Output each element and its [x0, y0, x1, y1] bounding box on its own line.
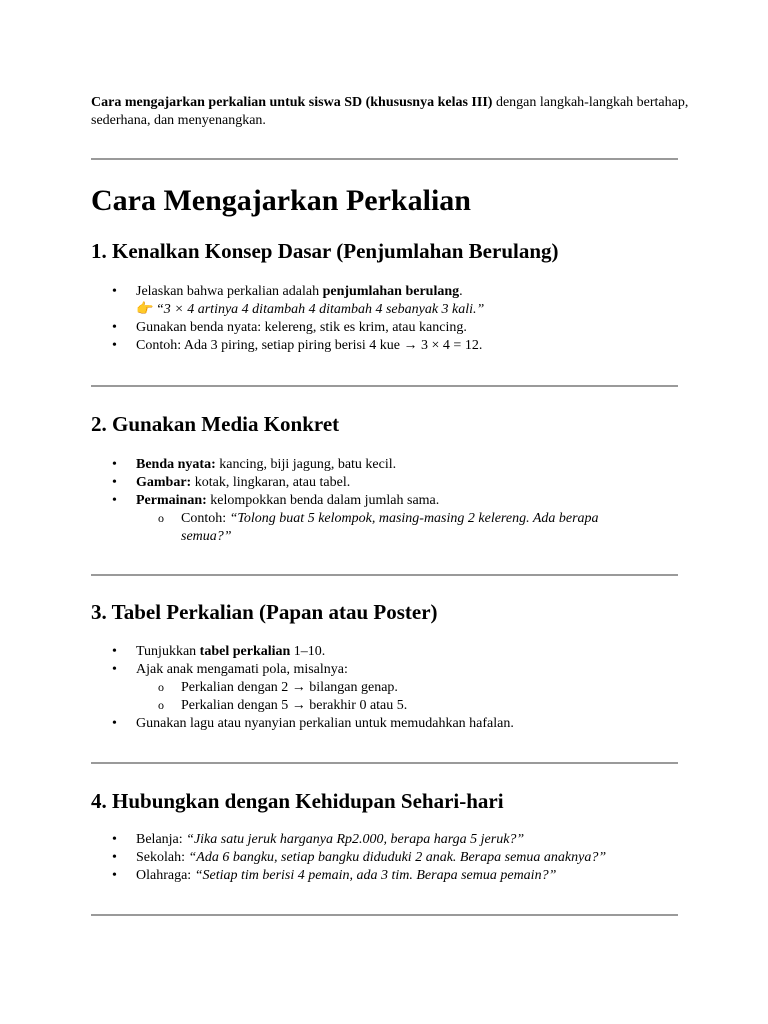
- example-quote: “3 × 4 artinya 4 ditambah 4 ditambah 4 sebanyak 3 kali.”: [156, 302, 485, 317]
- page-title: Cara Mengajarkan Perkalian: [91, 184, 471, 217]
- section-1-list: [91, 283, 678, 355]
- item-text: Ajak anak mengamati pola, misalnya:: [136, 662, 348, 677]
- item-bold: penjumlahan berulang: [322, 284, 460, 299]
- section-1-heading: 1. Kenalkan Konsep Dasar (Penjumlahan Berulang): [91, 239, 559, 263]
- item-text: Jelaskan bahwa perkalian adalah: [136, 284, 323, 299]
- divider: [91, 914, 678, 916]
- list-item: [91, 849, 678, 867]
- example-line: [136, 301, 678, 319]
- example-quote: “Setiap tim berisi 4 pemain, ada 3 tim. Berapa semua pemain?”: [194, 868, 557, 883]
- sub-list: [136, 679, 678, 715]
- item-text: Belanja:: [136, 832, 187, 847]
- example-quote: “Ada 6 bangku, setiap bangku diduduki 2 anak. Berapa semua anaknya?”: [188, 850, 607, 865]
- list-item: [91, 283, 678, 319]
- sub-list: [136, 510, 678, 546]
- pointing-hand-icon: 👉: [136, 302, 154, 317]
- list-item: [91, 456, 678, 474]
- example-quote: “Tolong buat 5 kelompok, masing-masing 2 kelereng. Ada berapa semua?”: [181, 511, 599, 544]
- example-quote: “Jika satu jeruk harganya Rp2.000, berapa harga 5 jeruk?”: [186, 832, 525, 847]
- section-2-heading: 2. Gunakan Media Konkret: [91, 412, 340, 436]
- item-text: kelompokkan benda dalam jumlah sama.: [206, 493, 440, 508]
- item-text: Contoh:: [181, 511, 230, 526]
- list-item: [91, 831, 678, 849]
- list-item: [91, 474, 678, 492]
- item-text: 1–10.: [290, 644, 326, 659]
- item-text: Sekolah:: [136, 850, 189, 865]
- intro-paragraph: [91, 94, 691, 130]
- divider: [91, 574, 678, 576]
- list-item: [91, 661, 678, 715]
- list-item: • Gunakan benda nyata: kelereng, stik es krim, atau kancing.: [91, 319, 678, 337]
- sub-list-item: o Perkalian dengan 2 → bilangan genap.: [136, 679, 678, 697]
- divider: [91, 158, 678, 160]
- section-2-list: [91, 456, 678, 546]
- section-4-heading: 4. Hubungkan dengan Kehidupan Sehari-hari: [91, 789, 504, 813]
- item-bold: Permainan:: [136, 493, 207, 508]
- section-3-list: [91, 643, 678, 733]
- section-3-heading: 3. Tabel Perkalian (Papan atau Poster): [91, 600, 438, 624]
- divider: [91, 385, 678, 387]
- section-4-list: [91, 831, 678, 885]
- sub-list-item: o Perkalian dengan 5 → berakhir 0 atau 5.: [136, 697, 678, 715]
- sub-list-item: [136, 510, 601, 546]
- item-bold: Gambar:: [136, 475, 192, 490]
- item-text: kotak, lingkaran, atau tabel.: [191, 475, 351, 490]
- list-item: [91, 643, 678, 661]
- item-bold: tabel perkalian: [199, 644, 291, 659]
- list-item: [91, 492, 678, 546]
- item-text: .: [459, 284, 463, 299]
- list-item: [91, 867, 678, 885]
- divider: [91, 762, 678, 764]
- item-bold: Benda nyata:: [136, 457, 216, 472]
- item-text: Tunjukkan: [136, 644, 200, 659]
- intro-bold: Cara mengajarkan perkalian untuk siswa SD (khususnya kelas III): [91, 95, 493, 110]
- intro-rest: dengan langkah-langkah bertahap, sederhana, dan menyenangkan.: [91, 95, 689, 128]
- item-text: kancing, biji jagung, batu kecil.: [215, 457, 397, 472]
- list-item: • Contoh: Ada 3 piring, setiap piring berisi 4 kue → 3 × 4 = 12.: [91, 337, 678, 355]
- list-item: • Gunakan lagu atau nyanyian perkalian untuk memudahkan hafalan.: [91, 715, 678, 733]
- item-text: Olahraga:: [136, 868, 195, 883]
